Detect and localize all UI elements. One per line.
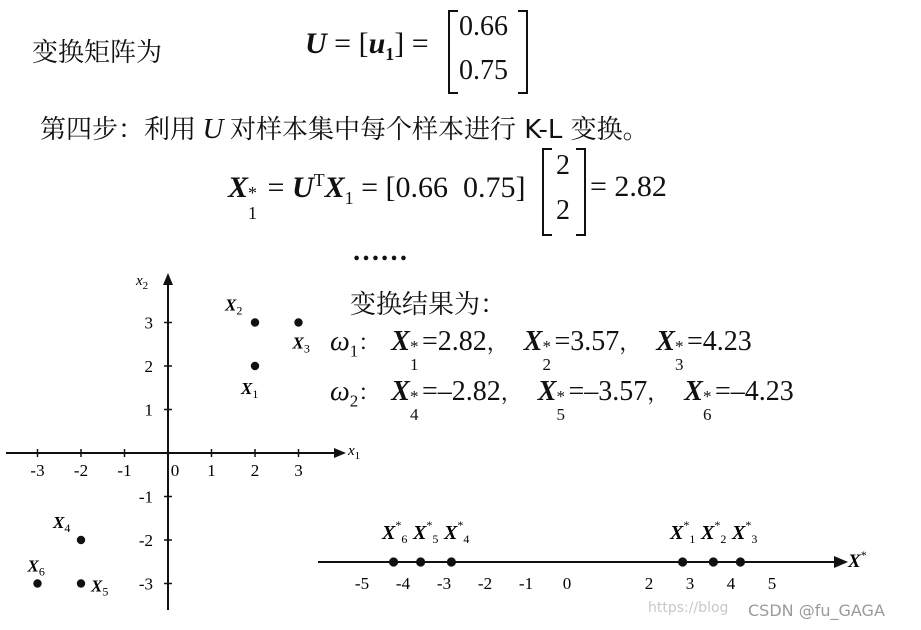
step4-suffix: 对样本集中每个样本进行 K-L 变换。: [229, 115, 649, 145]
result-x4-eq: =: [421, 376, 438, 407]
result-x1-eq: =: [421, 326, 438, 357]
formula-eq-2: =: [361, 171, 379, 204]
projection-tick-label: 2: [644, 574, 654, 593]
projected-point-label: $X^*_2$: [701, 518, 727, 546]
class-colon-2: ：: [358, 381, 381, 406]
projected-point-label: $X^*_4$: [444, 518, 470, 546]
result-x4-sep: ，: [500, 381, 523, 406]
data-point: [33, 579, 41, 587]
x-tick-label: -1: [117, 461, 132, 480]
formula-row-vector: [0.66 0.75]: [385, 171, 526, 204]
result-x2-sub: 2: [542, 355, 551, 374]
matrix-u1-var: u: [368, 27, 386, 60]
x-axis-label: $x_1$: [348, 443, 360, 462]
projected-point-label: $X^*_1$: [670, 518, 696, 546]
formula-x-sup: *: [248, 183, 258, 203]
x-tick-label: 0: [170, 461, 180, 480]
matrix-value-1: 0.66: [459, 11, 508, 42]
point-label: $X_4$: [53, 513, 71, 535]
x-tick-label: -3: [30, 461, 45, 480]
formula-x-sub: 1: [248, 203, 258, 223]
class-sub-2: 2: [349, 391, 359, 411]
result-x2-var: X: [523, 326, 543, 357]
matrix-open-bracket: [: [358, 27, 369, 60]
point-label: $X_5$: [91, 576, 109, 599]
step4-var: U: [202, 113, 224, 145]
result-x5-var: X: [537, 376, 557, 407]
matrix-u1-sub: 1: [385, 44, 395, 64]
formula-u-var: U: [291, 171, 314, 204]
result-x6-value: –4.23: [730, 376, 794, 407]
result-x2-sep: ，: [619, 331, 642, 356]
data-point: [77, 536, 85, 544]
result-x5-sup: *: [556, 387, 565, 406]
matrix-eq-2: =: [411, 27, 429, 60]
y-tick-label: 1: [144, 400, 153, 420]
projection-axis-arrow: [834, 556, 848, 568]
results-row-1: [330, 326, 752, 374]
step4-prefix: 第四步：利用: [40, 115, 197, 145]
projection-tick-label: -4: [395, 574, 411, 593]
formula-col-bracket-right: [576, 148, 586, 236]
x-axis-arrow: [334, 448, 346, 458]
projection-tick-label: -1: [518, 574, 534, 593]
matrix-equation: [305, 27, 429, 65]
matrix-label: 变换矩阵为: [32, 38, 163, 68]
result-x5-value: –3.57: [584, 376, 648, 407]
formula-u-sup: T: [313, 170, 325, 190]
result-x2-eq: =: [554, 326, 571, 357]
projection-axis-label: X*: [848, 548, 867, 572]
ellipsis: ……: [352, 236, 408, 267]
y-tick-label: -1: [138, 487, 153, 507]
x-tick-label: 2: [250, 461, 260, 480]
y-axis-label: $x_2$: [136, 273, 149, 292]
result-x1-sub: 1: [409, 355, 419, 374]
result-x5-eq: =: [568, 376, 585, 407]
result-x3-sub: 3: [674, 355, 684, 374]
result-x6-eq: =: [714, 376, 731, 407]
projected-point: [709, 557, 718, 566]
result-x1-value: 2.82: [437, 326, 487, 357]
projection-tick-label: -3: [436, 574, 452, 593]
formula-col-bracket-left: [542, 148, 552, 236]
result-x1-var: X: [391, 326, 410, 357]
result-x4-var: X: [391, 376, 410, 407]
y-tick-label: 3: [144, 313, 153, 333]
kl-formula: [228, 170, 526, 223]
projected-point-label: $X^*_3$: [732, 518, 758, 546]
watermark-faint: https://blog: [648, 600, 729, 616]
matrix-close-bracket: ]: [394, 27, 405, 60]
projected-point: [736, 557, 745, 566]
results-title: 变换结果为：: [350, 290, 507, 320]
result-x6-var: X: [684, 376, 703, 407]
formula-col-value-1: 2: [556, 150, 570, 181]
x-tick-label: 3: [294, 461, 303, 480]
projection-tick-label: 0: [562, 574, 572, 593]
class-colon-1: ：: [358, 331, 381, 356]
result-x3-var: X: [656, 326, 675, 357]
matrix-col-bracket-left: [448, 10, 458, 94]
class-sub-1: 1: [349, 341, 359, 361]
result-x6-sub: 6: [702, 405, 712, 424]
point-label: $X_3$: [292, 333, 310, 356]
formula-eq-1: =: [267, 171, 285, 204]
data-point: [251, 362, 259, 370]
projected-point: [416, 557, 425, 566]
result-x1-sep: ，: [486, 331, 509, 356]
formula-result-value: 2.82: [614, 170, 667, 203]
y-tick-label: -2: [138, 531, 153, 550]
formula-x-var: X: [228, 171, 249, 204]
results-row-2: [330, 376, 794, 424]
result-x2-value: 3.57: [570, 326, 620, 357]
formula-col-value-2: 2: [556, 195, 570, 226]
projected-point-label: $X^*_5$: [413, 518, 439, 546]
x-tick-label: -2: [73, 461, 89, 480]
formula-eq-3: =: [590, 170, 607, 203]
projected-point: [678, 557, 687, 566]
result-x1-sup: *: [409, 337, 419, 356]
result-x3-sup: *: [674, 337, 684, 356]
class-symbol-1: ω: [330, 326, 350, 357]
formula-x2-var: X: [324, 171, 345, 204]
result-x6-sup: *: [702, 387, 712, 406]
step4-line: [40, 109, 649, 146]
projected-point-label: $X^*_6$: [382, 518, 408, 546]
matrix-col-bracket-right: [518, 10, 528, 94]
watermark-credit: CSDN @fu_GAGA: [748, 601, 885, 620]
result-x3-value: 4.23: [702, 326, 752, 357]
class-symbol-2: ω: [330, 376, 350, 407]
point-label: $X_2$: [225, 295, 243, 318]
matrix-value-2: 0.75: [459, 55, 508, 86]
data-point: [294, 318, 302, 326]
projection-tick-label: 3: [685, 574, 695, 593]
result-x2-sup: *: [542, 337, 551, 356]
y-tick-label: -3: [138, 574, 153, 594]
formula-result: [590, 170, 667, 204]
result-x5-sub: 5: [556, 405, 565, 424]
projection-tick-label: 5: [767, 574, 777, 593]
result-x5-sep: ，: [647, 381, 670, 406]
projected-point: [447, 557, 456, 566]
point-label: $X_1$: [241, 379, 259, 401]
result-x4-value: –2.82: [437, 376, 501, 407]
projection-axis-plot: [310, 505, 880, 600]
y-tick-label: 2: [144, 357, 153, 376]
result-x4-sup: *: [409, 387, 419, 406]
projection-tick-label: -5: [354, 574, 370, 593]
point-label: $X_6$: [27, 556, 45, 579]
matrix-u-var: U: [305, 27, 327, 60]
y-axis-arrow: [163, 273, 173, 285]
formula-x2-sub: 1: [344, 188, 354, 208]
data-point: [251, 318, 259, 326]
projected-point: [389, 557, 398, 566]
projection-tick-label: -2: [477, 574, 493, 593]
result-x3-eq: =: [686, 326, 703, 357]
data-point: [77, 579, 85, 587]
result-x4-sub: 4: [409, 405, 419, 424]
matrix-eq-1: =: [334, 27, 352, 60]
x-tick-label: 1: [207, 461, 216, 480]
projection-tick-label: 4: [726, 574, 736, 593]
scatter-plot-2d: [0, 265, 360, 620]
